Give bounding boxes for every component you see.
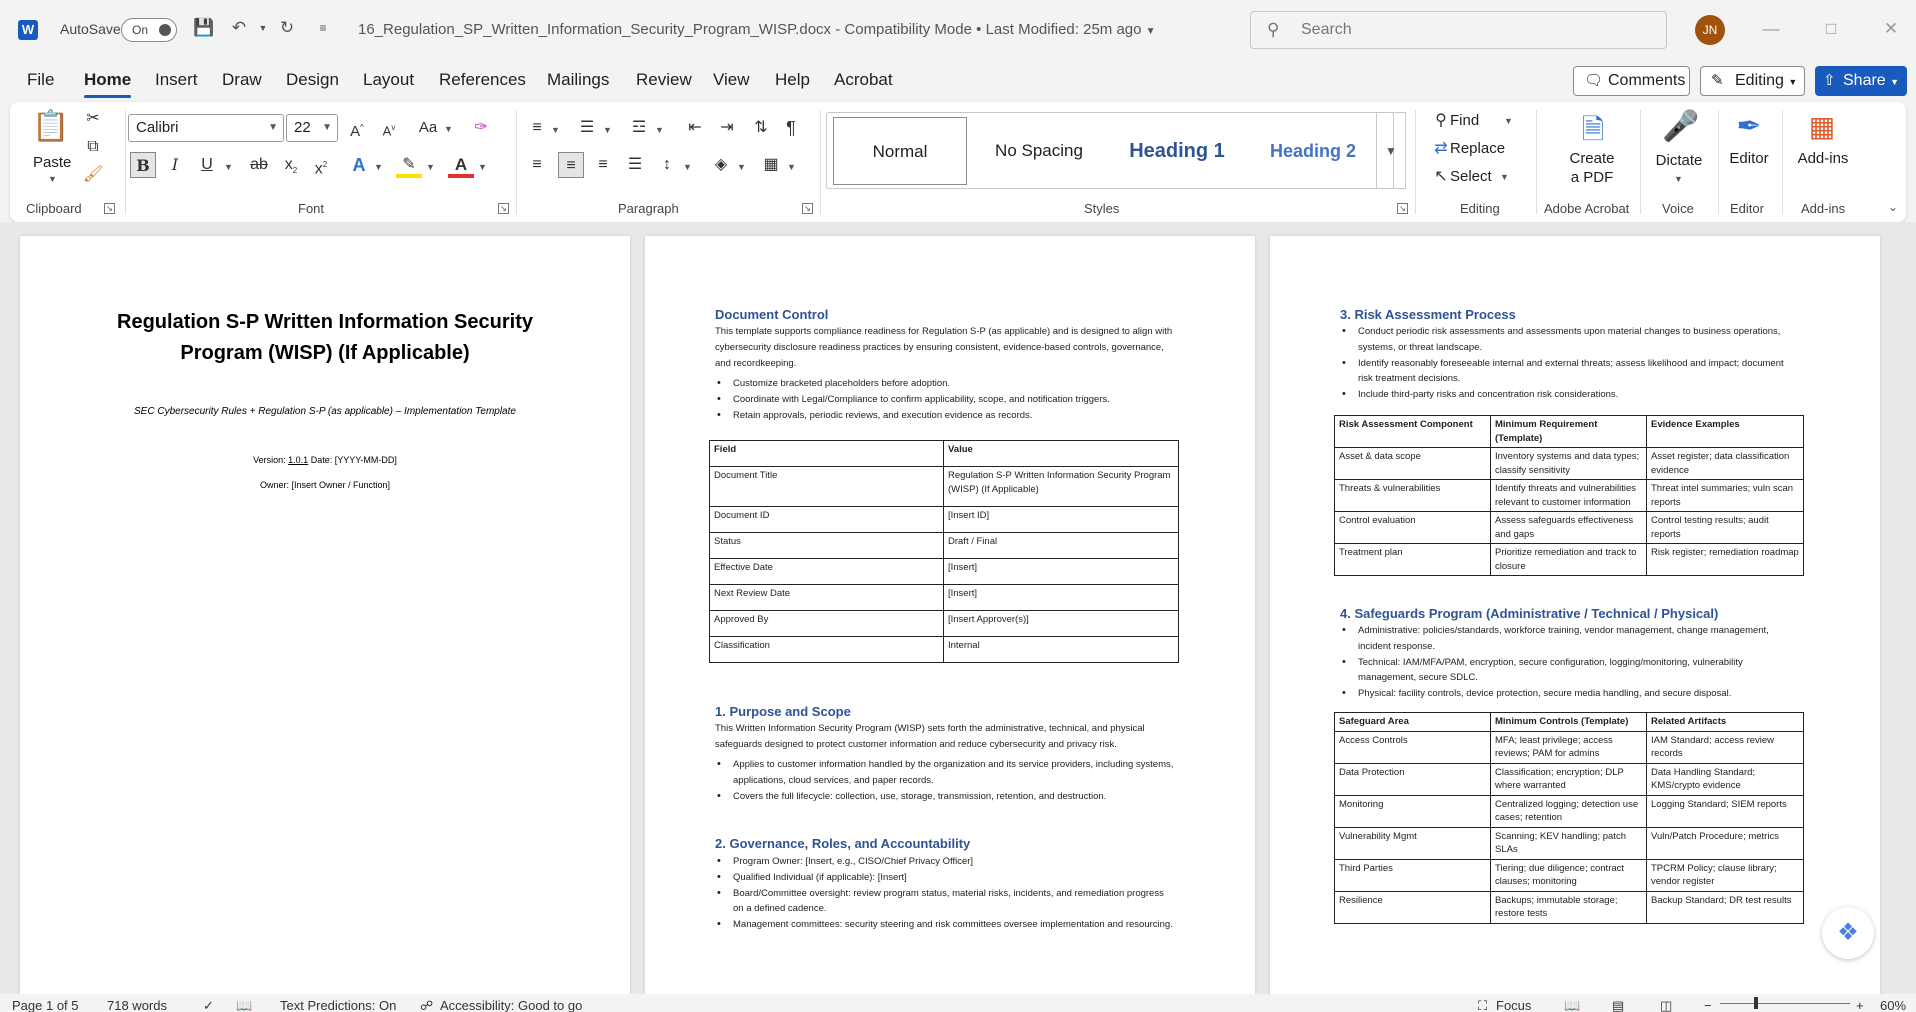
zoom-slider[interactable] xyxy=(1720,1003,1850,1004)
doc-control-paragraph: This template supports compliance readiness for Regulation S-P (as applicable) and is designed to align with cybersecurity disclosure readiness practices by ensuring consistent, evidence-based controls, governance, and recordkeeping. xyxy=(715,326,1173,369)
change-case-button[interactable] xyxy=(412,115,444,141)
comments-label: Comments xyxy=(1608,72,1686,89)
doc-control-heading: Document Control xyxy=(715,307,829,322)
focus-button[interactable]: Focus xyxy=(1496,998,1532,1012)
table-cell: Internal xyxy=(944,637,1179,663)
maximize-icon[interactable]: □ xyxy=(1825,19,1837,38)
avatar[interactable]: JN xyxy=(1695,15,1725,45)
purpose-paragraph: This Written Information Security Program (WISP) sets forth the administrative, technical, and physical safeguards designed to protect customer information and reduce cybersecurity and privacy risk. xyxy=(715,723,1145,750)
replace-icon[interactable]: ⇄ xyxy=(1434,140,1448,157)
styles-launcher-icon[interactable]: ↘ xyxy=(1397,203,1408,214)
last-modified: Last Modified: 25m ago xyxy=(985,21,1142,38)
tab-layout[interactable]: Layout xyxy=(363,70,415,89)
chevron-down-icon[interactable]: ▼ xyxy=(1145,26,1156,37)
document-control-table xyxy=(709,440,1179,663)
list-item: • Qualified Individual (if applicable): [Insert] xyxy=(715,870,1175,886)
list-item: • Program Owner: [Insert, e.g., CISO/Chief Privacy Officer] xyxy=(715,854,1175,870)
numbering-dropdown-icon[interactable]: ▼ xyxy=(603,125,612,135)
book-icon[interactable]: 📖 xyxy=(236,998,253,1012)
create-pdf-label-2[interactable]: a PDF xyxy=(1570,169,1614,186)
table-cell: Monitoring xyxy=(1335,795,1491,827)
tab-acrobat[interactable]: Acrobat xyxy=(834,70,893,89)
table-cell: Treatment plan xyxy=(1335,544,1491,576)
sort-icon[interactable]: ⇅ xyxy=(754,119,768,136)
styles-more-icon[interactable]: ▼ xyxy=(1376,112,1406,189)
table-cell: Draft / Final xyxy=(944,533,1179,559)
font-size-select[interactable] xyxy=(286,114,338,142)
accessibility-status[interactable]: Accessibility: Good to go xyxy=(440,998,583,1012)
tab-mailings[interactable]: Mailings xyxy=(547,70,610,89)
table-cell: Access Controls xyxy=(1335,731,1491,763)
risk-bullets xyxy=(1340,324,1800,403)
table-cell: Next Review Date xyxy=(710,585,944,611)
borders-icon[interactable]: ▦ xyxy=(763,156,779,173)
owner-line: Owner: [Insert Owner / Function] xyxy=(259,480,391,490)
title-sep-2: • xyxy=(976,21,982,38)
editing-group-label: Editing xyxy=(1460,201,1500,216)
clipboard-group-label: Clipboard xyxy=(26,201,82,216)
separator xyxy=(1536,110,1537,214)
table-header-row xyxy=(1335,713,1804,732)
governance-bullets xyxy=(715,854,1175,933)
list-item: • Coordinate with Legal/Compliance to confirm applicability, scope, and notification triggers. xyxy=(715,392,1175,408)
table-cell: Approved By xyxy=(710,611,944,637)
menu-bar xyxy=(0,58,1916,102)
redo-icon[interactable]: ↻ xyxy=(279,18,295,37)
create-pdf-icon[interactable]: 🗎 xyxy=(1581,114,1605,145)
table-cell: Effective Date xyxy=(710,559,944,585)
table-row xyxy=(710,467,1179,507)
font-size-value: 22 xyxy=(294,119,311,136)
list-item: • Administrative: policies/standards, workforce training, vendor management, change management, incident response. xyxy=(1340,623,1800,655)
change-case-dropdown-icon[interactable]: ▼ xyxy=(444,124,453,134)
save-icon[interactable]: 💾 xyxy=(193,18,215,37)
doc-control-bullets xyxy=(715,376,1175,423)
zoom-slider-thumb[interactable] xyxy=(1754,997,1758,1009)
filename: 16_Regulation_SP_Written_Information_Security_Program_WISP.docx xyxy=(358,21,832,38)
tab-review[interactable]: Review xyxy=(636,70,692,89)
table-header: Minimum Requirement (Template) xyxy=(1491,416,1647,448)
separator xyxy=(1640,110,1641,214)
table-cell: [Insert] xyxy=(944,559,1179,585)
strikethrough-button[interactable]: ab xyxy=(250,156,268,173)
table-cell: TPCRM Policy; clause library; vendor register xyxy=(1647,859,1804,891)
table-cell: Backup Standard; DR test results xyxy=(1647,891,1804,923)
text-effects-dropdown-icon[interactable]: ▼ xyxy=(374,162,383,172)
table-cell: Vuln/Patch Procedure; metrics xyxy=(1647,827,1804,859)
table-header: Risk Assessment Component xyxy=(1335,416,1491,448)
select-dropdown-icon[interactable]: ▼ xyxy=(1500,172,1509,182)
table-cell: Document Title xyxy=(710,467,944,507)
tab-insert[interactable]: Insert xyxy=(155,70,198,89)
font-group-label: Font xyxy=(298,201,325,216)
toggle-knob xyxy=(159,24,171,36)
table-header-row xyxy=(710,441,1179,467)
find-icon[interactable]: ⚲ xyxy=(1435,112,1447,129)
table-row xyxy=(1335,480,1804,512)
table-row xyxy=(1335,795,1804,827)
addins-button[interactable]: Add-ins xyxy=(1797,150,1849,167)
table-cell: Prioritize remediation and track to closure xyxy=(1491,544,1647,576)
table-row xyxy=(710,611,1179,637)
autosave-label: AutoSave xyxy=(60,21,121,37)
separator xyxy=(516,110,517,214)
separator xyxy=(820,110,821,214)
list-item: • Identify reasonably foreseeable internal and external threats; assess likelihood and impact; document risk treatment decisions. xyxy=(1340,356,1800,388)
separator xyxy=(1718,110,1719,214)
separator xyxy=(1782,110,1783,214)
autosave-toggle[interactable] xyxy=(121,18,177,42)
line-spacing-dropdown-icon[interactable]: ▼ xyxy=(683,162,692,172)
align-left-icon[interactable]: ≡ xyxy=(532,156,542,173)
table-cell: MFA; least privilege; access reviews; PAM for admins xyxy=(1491,731,1647,763)
version-value: 1.0.1 xyxy=(288,455,309,465)
collapse-ribbon-icon[interactable]: ⌄ xyxy=(1888,200,1899,214)
chevron-down-icon: ▼ xyxy=(1788,77,1798,87)
comment-icon: 🗨 xyxy=(1584,72,1604,89)
italic-button[interactable]: I xyxy=(171,155,179,174)
styles-gallery xyxy=(826,112,1394,189)
share-button[interactable] xyxy=(1815,66,1907,96)
document-title-line-2: Program (WISP) (If Applicable) xyxy=(180,342,470,364)
editor-icon[interactable]: ✒ xyxy=(1736,110,1762,143)
style-normal[interactable]: Normal xyxy=(833,117,967,185)
document-title-line-1: Regulation S-P Written Information Security xyxy=(117,311,533,333)
underline-button[interactable]: U xyxy=(201,156,213,173)
list-item: • Technical: IAM/MFA/PAM, encryption, secure configuration, logging/monitoring, vulnerability management, secure SDLC. xyxy=(1340,655,1800,687)
copilot-icon[interactable]: ❖ xyxy=(1822,907,1874,959)
table-row xyxy=(1335,731,1804,763)
proofing-icon[interactable]: ✓ xyxy=(203,998,214,1012)
paragraph-group-label: Paragraph xyxy=(618,201,679,216)
document-canvas[interactable] xyxy=(0,222,1916,994)
compat-mode: Compatibility Mode xyxy=(844,21,972,38)
search-icon: ⚲ xyxy=(1267,20,1280,39)
tab-home[interactable]: Home xyxy=(84,70,132,89)
table-cell: Asset & data scope xyxy=(1335,448,1491,480)
bold-button[interactable]: B xyxy=(130,152,156,178)
tab-file[interactable]: File xyxy=(27,70,55,89)
comments-button[interactable] xyxy=(1573,66,1690,96)
table-row xyxy=(1335,763,1804,795)
page-3[interactable] xyxy=(1270,236,1880,994)
date-label: Date: [YYYY-MM-DD] xyxy=(310,455,397,465)
highlight-icon[interactable]: ✎ xyxy=(396,152,422,178)
table-header-row xyxy=(1335,416,1804,448)
table-row xyxy=(1335,512,1804,544)
table-row xyxy=(1335,859,1804,891)
table-cell: Third Parties xyxy=(1335,859,1491,891)
page-2[interactable] xyxy=(645,236,1255,994)
table-header: Related Artifacts xyxy=(1647,713,1804,732)
document-subtitle: SEC Cybersecurity Rules + Regulation S-P (as applicable) – Implementation Template xyxy=(134,406,516,417)
table-row xyxy=(710,559,1179,585)
print-layout-icon[interactable]: ▤ xyxy=(1612,998,1625,1012)
select-icon[interactable]: ↖ xyxy=(1434,168,1448,185)
editor-group-label: Editor xyxy=(1730,201,1764,216)
find-button[interactable]: Find xyxy=(1450,112,1480,129)
list-item: • Covers the full lifecycle: collection, use, storage, transmission, retention, and destruction. xyxy=(715,789,1175,805)
separator xyxy=(125,110,126,214)
separator xyxy=(1415,110,1416,214)
focus-icon: ⛶ xyxy=(1478,998,1488,1012)
zoom-out-icon[interactable]: − xyxy=(1704,998,1712,1012)
tab-references[interactable]: References xyxy=(439,70,526,89)
table-cell: [Insert] xyxy=(944,585,1179,611)
clear-formatting-icon[interactable]: ✑ xyxy=(474,119,488,136)
table-cell: Risk register; remediation roadmap xyxy=(1647,544,1804,576)
voice-group-label: Voice xyxy=(1662,201,1694,216)
superscript-button[interactable]: $x^2$ xyxy=(314,160,328,178)
table-header: Evidence Examples xyxy=(1647,416,1804,448)
font-color-icon[interactable]: A xyxy=(448,152,474,178)
list-item: • Physical: facility controls, device protection, secure media handling, and secure disposal. xyxy=(1340,686,1800,702)
styles-group-label: Styles xyxy=(1084,201,1120,216)
tab-design[interactable]: Design xyxy=(286,70,339,89)
multilevel-list-icon[interactable]: ☲ xyxy=(631,119,647,136)
paste-icon[interactable]: 📋 xyxy=(32,110,70,143)
dictate-dropdown-icon[interactable]: ▼ xyxy=(1674,174,1683,184)
table-cell: Status xyxy=(710,533,944,559)
editor-button[interactable]: Editor xyxy=(1729,150,1769,167)
tab-draw[interactable]: Draw xyxy=(222,70,262,89)
table-cell: Inventory systems and data types; classify sensitivity xyxy=(1491,448,1647,480)
title-sep: - xyxy=(835,21,841,38)
show-formatting-marks-icon[interactable]: ¶ xyxy=(786,118,796,138)
document-title[interactable] xyxy=(358,21,1156,38)
title-bar xyxy=(0,0,1916,58)
status-bar xyxy=(0,994,1916,1012)
format-painter-icon[interactable]: 🖌 xyxy=(82,166,104,183)
increase-indent-icon[interactable]: ⇥ xyxy=(720,119,734,136)
chevron-down-icon: ▼ xyxy=(322,122,332,133)
search-input[interactable] xyxy=(1301,18,1641,42)
chevron-down-icon: ▼ xyxy=(1890,77,1900,87)
word-logo-icon: W xyxy=(18,20,38,40)
paste-dropdown-icon[interactable]: ▼ xyxy=(48,174,57,184)
safeguards-heading: 4. Safeguards Program (Administrative / Technical / Physical) xyxy=(1340,606,1719,621)
table-cell: Data Protection xyxy=(1335,763,1491,795)
bullets-dropdown-icon[interactable]: ▼ xyxy=(551,125,560,135)
table-row xyxy=(710,585,1179,611)
version-label: Version: xyxy=(253,455,286,465)
paragraph-launcher-icon[interactable]: ↘ xyxy=(802,203,813,214)
change-case-label: Aa xyxy=(418,119,438,136)
shrink-font-icon[interactable]: $A^v$ xyxy=(382,123,396,139)
list-item: • Management committees: security steering and risk committees oversee implementation and resourcing. xyxy=(715,917,1175,933)
table-cell: Data Handling Standard; KMS/crypto evidence xyxy=(1647,763,1804,795)
shading-icon[interactable]: ◈ xyxy=(714,156,728,173)
editing-mode-label: Editing xyxy=(1735,72,1784,89)
table-cell: Asset register; data classification evidence xyxy=(1647,448,1804,480)
table-cell: Resilience xyxy=(1335,891,1491,923)
find-dropdown-icon[interactable]: ▼ xyxy=(1504,116,1513,126)
table-cell: Control evaluation xyxy=(1335,512,1491,544)
justify-icon[interactable]: ☰ xyxy=(627,156,643,173)
table-cell: Document ID xyxy=(710,507,944,533)
bullets-icon[interactable]: ≡ xyxy=(532,119,542,136)
create-pdf-label-1[interactable]: Create xyxy=(1569,150,1615,167)
list-item: • Applies to customer information handled by the organization and its service providers, including systems, applications, cloud services, and paper records. xyxy=(715,757,1175,789)
search-box[interactable] xyxy=(1250,11,1667,49)
share-icon: ⇧ xyxy=(1823,72,1836,89)
cut-icon[interactable]: ✂ xyxy=(86,110,100,127)
align-right-icon[interactable]: ≡ xyxy=(598,156,608,173)
page-1[interactable] xyxy=(20,236,630,994)
pencil-icon: ✎ xyxy=(1711,72,1724,89)
table-row xyxy=(710,533,1179,559)
table-row xyxy=(1335,891,1804,923)
acrobat-group-label: Adobe Acrobat xyxy=(1544,201,1630,216)
table-cell: Scanning; KEV handling; patch SLAs xyxy=(1491,827,1647,859)
share-label: Share xyxy=(1843,72,1886,89)
table-cell: Threats & vulnerabilities xyxy=(1335,480,1491,512)
table-cell: Backups; immutable storage; restore tests xyxy=(1491,891,1647,923)
safeguards-bullets xyxy=(1340,623,1800,702)
word-count[interactable]: 718 words xyxy=(107,998,167,1012)
undo-icon[interactable]: ↶ xyxy=(231,18,247,37)
table-header: Safeguard Area xyxy=(1335,713,1491,732)
table-cell: Threat intel summaries; vuln scan reports xyxy=(1647,480,1804,512)
style-no-spacing[interactable]: No Spacing xyxy=(995,141,1083,160)
table-header: Value xyxy=(944,441,1179,467)
table-row xyxy=(710,637,1179,663)
customize-toolbar-icon[interactable]: ≡ xyxy=(319,21,327,35)
replace-button[interactable]: Replace xyxy=(1450,140,1506,157)
table-cell: IAM Standard; access review records xyxy=(1647,731,1804,763)
autosave-state: On xyxy=(132,23,149,37)
dictate-button[interactable]: Dictate xyxy=(1655,152,1703,169)
minimize-icon[interactable]: — xyxy=(1762,19,1780,38)
list-item: • Retain approvals, periodic reviews, and execution evidence as records. xyxy=(715,408,1175,424)
table-cell: Assess safeguards effectiveness and gaps xyxy=(1491,512,1647,544)
ribbon xyxy=(10,102,1906,222)
list-item: • Conduct periodic risk assessments and assessments upon material changes to business operations, systems, or threat landscape. xyxy=(1340,324,1800,356)
table-cell: Tiering; due diligence; contract clauses; monitoring xyxy=(1491,859,1647,891)
table-cell: Logging Standard; SIEM reports xyxy=(1647,795,1804,827)
microphone-icon[interactable]: 🎤 xyxy=(1662,110,1700,143)
table-header: Field xyxy=(710,441,944,467)
chevron-down-icon: ▼ xyxy=(268,122,278,133)
subscript-button[interactable]: $x_2$ xyxy=(284,156,298,176)
undo-dropdown-icon[interactable]: ▼ xyxy=(258,23,268,33)
multilevel-dropdown-icon[interactable]: ▼ xyxy=(655,125,664,135)
version-line xyxy=(20,455,630,465)
style-heading-2[interactable]: Heading 2 xyxy=(1269,141,1357,161)
read-mode-icon[interactable]: 📖 xyxy=(1564,998,1581,1012)
font-color-dropdown-icon[interactable]: ▼ xyxy=(478,162,487,172)
table-cell: [Insert ID] xyxy=(944,507,1179,533)
table-row xyxy=(710,507,1179,533)
table-cell: Control testing results; audit reports xyxy=(1647,512,1804,544)
list-item: • Include third-party risks and concentration risk considerations. xyxy=(1340,387,1800,403)
addins-group-label: Add-ins xyxy=(1801,201,1846,216)
select-button[interactable]: Select xyxy=(1450,168,1492,185)
page-count[interactable]: Page 1 of 5 xyxy=(12,998,79,1012)
underline-dropdown-icon[interactable]: ▼ xyxy=(224,162,233,172)
text-predictions-status[interactable]: Text Predictions: On xyxy=(280,998,397,1012)
web-layout-icon[interactable]: ◫ xyxy=(1660,998,1673,1012)
align-center-icon[interactable]: ≡ xyxy=(558,152,584,178)
font-family-value: Calibri xyxy=(136,119,179,136)
table-row xyxy=(1335,827,1804,859)
accessibility-icon: ☍ xyxy=(420,998,434,1012)
grow-font-icon[interactable]: A^ xyxy=(350,123,364,140)
tab-help[interactable]: Help xyxy=(775,70,810,89)
paste-label[interactable]: Paste xyxy=(33,154,72,171)
copy-icon[interactable]: ⧉ xyxy=(87,138,99,155)
table-cell: Classification xyxy=(710,637,944,663)
close-icon[interactable]: ✕ xyxy=(1883,19,1899,38)
table-cell: Regulation S-P Written Information Security Program (WISP) (If Applicable) xyxy=(944,467,1179,507)
table-cell: Classification; encryption; DLP where warranted xyxy=(1491,763,1647,795)
list-item: • Customize bracketed placeholders before adoption. xyxy=(715,376,1175,392)
table-cell: Identify threats and vulnerabilities relevant to customer information xyxy=(1491,480,1647,512)
table-cell: Vulnerability Mgmt xyxy=(1335,827,1491,859)
table-row xyxy=(1335,448,1804,480)
highlight-dropdown-icon[interactable]: ▼ xyxy=(426,162,435,172)
clipboard-launcher-icon[interactable]: ↘ xyxy=(104,203,115,214)
editing-mode-button[interactable] xyxy=(1700,66,1805,96)
tab-view[interactable]: View xyxy=(713,70,750,89)
list-item: • Board/Committee oversight: review program status, material risks, incidents, and remediation progress on a defined cadence. xyxy=(715,886,1175,918)
risk-assessment-table xyxy=(1334,415,1804,576)
governance-heading: 2. Governance, Roles, and Accountability xyxy=(715,836,971,851)
text-effects-icon[interactable]: A xyxy=(352,155,366,175)
zoom-level[interactable]: 60% xyxy=(1880,998,1907,1012)
table-header: Minimum Controls (Template) xyxy=(1491,713,1647,732)
decrease-indent-icon[interactable]: ⇤ xyxy=(688,119,702,136)
safeguards-table xyxy=(1334,712,1804,924)
shading-dropdown-icon[interactable]: ▼ xyxy=(737,162,746,172)
font-family-select[interactable] xyxy=(128,114,284,142)
purpose-heading: 1. Purpose and Scope xyxy=(715,704,851,719)
table-cell: [Insert Approver(s)] xyxy=(944,611,1179,637)
borders-dropdown-icon[interactable]: ▼ xyxy=(787,162,796,172)
purpose-bullets xyxy=(715,757,1175,804)
style-heading-1[interactable]: Heading 1 xyxy=(1129,140,1225,162)
line-spacing-icon[interactable]: ↕ xyxy=(663,156,671,173)
addins-icon[interactable]: ▦ xyxy=(1808,111,1836,142)
zoom-in-icon[interactable]: + xyxy=(1856,998,1864,1012)
table-row xyxy=(1335,544,1804,576)
numbering-icon[interactable]: ☰ xyxy=(579,119,595,136)
risk-heading: 3. Risk Assessment Process xyxy=(1340,307,1516,322)
font-launcher-icon[interactable]: ↘ xyxy=(498,203,509,214)
table-cell: Centralized logging; detection use cases; retention xyxy=(1491,795,1647,827)
